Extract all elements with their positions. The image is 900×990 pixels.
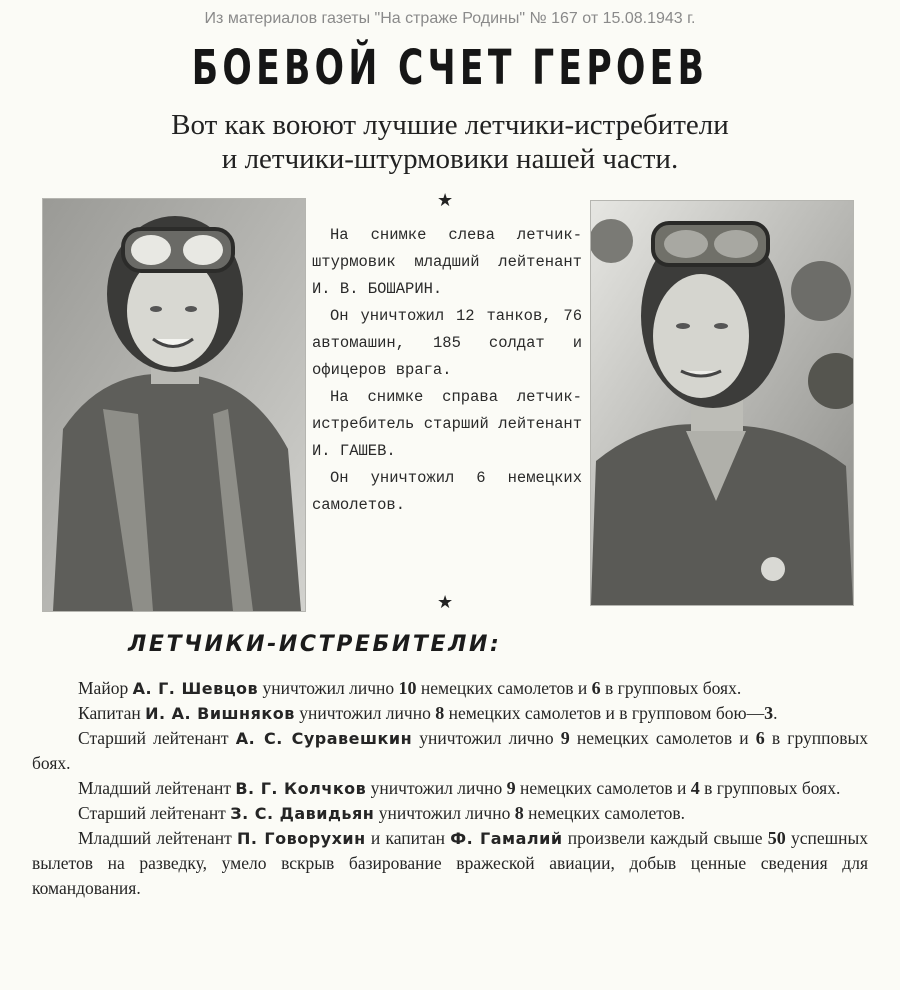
kill-count: 8 xyxy=(435,703,445,723)
kill-count: 9 xyxy=(506,778,516,798)
pilot-entry: Старший лейтенант З. С. Давидьян уничтожил лично 8 немецких самолетов. xyxy=(78,803,686,823)
group-kill-count: 3 xyxy=(764,703,774,723)
pilot-entry: Старший лейтенант А. С. Суравешкин уничтожил лично 9 немецких самолетов и 6 в групповых боях. xyxy=(32,728,868,773)
pilot-entry: Младший лейтенант В. Г. Колчков уничтожил лично 9 немецких самолетов и 4 в групповых боях. xyxy=(78,778,841,798)
kill-count: 10 xyxy=(398,678,417,698)
group-kill-count: 6 xyxy=(591,678,601,698)
pilot-name: З. С. Давидьян xyxy=(230,804,375,823)
photo-right-illustration xyxy=(591,201,853,605)
caption-paragraph-1: На снимке слева летчик-штурмовик младший лейтенант И. В. БОШАРИН. xyxy=(312,226,582,298)
source-line: Из материалов газеты "На страже Родины" № 167 от 15.08.1943 г. xyxy=(204,10,696,27)
pilot-entry: Майор А. Г. Шевцов уничтожил лично 10 немецких самолетов и 6 в групповых боях. xyxy=(78,678,742,698)
pilot-name: И. А. Вишняков xyxy=(145,704,295,723)
photo-caption xyxy=(312,222,582,519)
group-kill-count: 4 xyxy=(690,778,700,798)
caption-paragraph-2: Он уничтожил 12 танков, 76 автомашин, 185 солдат и офицеров врага. xyxy=(312,307,582,379)
photo-right-pilot xyxy=(590,200,854,606)
kill-count: 8 xyxy=(514,803,524,823)
photo-left-pilot xyxy=(42,198,306,612)
photo-left-illustration xyxy=(43,199,305,611)
sortie-count: 50 xyxy=(767,828,786,848)
subhead xyxy=(0,108,900,176)
caption-paragraph-3: На снимке справа летчик-истребитель старший лейтенант И. ГАШЕВ. xyxy=(312,388,582,460)
star-icon: ★ xyxy=(437,592,454,612)
pilot-list xyxy=(32,676,868,901)
pilot-entry-reconnaissance: Младший лейтенант П. Говорухин и капитан Ф. Гамалий произвели каждый свыше 50 успешных вылетов на разведку, умело вскрыв базирование вражеской авиации, добыв ценные сведения для командования. xyxy=(32,828,868,898)
pilot-name: А. Г. Шевцов xyxy=(132,679,259,698)
pilot-name: А. С. Суравешкин xyxy=(235,729,413,748)
star-icon: ★ xyxy=(437,190,454,210)
pilot-name: П. Говорухин xyxy=(237,829,366,848)
subhead-line-2: и летчики-штурмовики нашей части. xyxy=(221,143,679,175)
headline: БОЕВОЙ СЧЕТ ГЕРОЕВ xyxy=(191,40,709,96)
section-title: ЛЕТЧИКИ-ИСТРЕБИТЕЛИ: xyxy=(128,632,502,657)
pilot-entry: Капитан И. А. Вишняков уничтожил лично 8 немецких самолетов и в групповом бою—3. xyxy=(78,703,778,723)
kill-count: 9 xyxy=(560,728,570,748)
pilot-name: Ф. Гамалий xyxy=(450,829,563,848)
subhead-line-1: Вот как воюют лучшие летчики-истребители xyxy=(171,109,729,141)
pilot-name: В. Г. Колчков xyxy=(235,779,367,798)
caption-paragraph-4: Он уничтожил 6 немецких самолетов. xyxy=(312,469,582,514)
group-kill-count: 6 xyxy=(755,728,765,748)
